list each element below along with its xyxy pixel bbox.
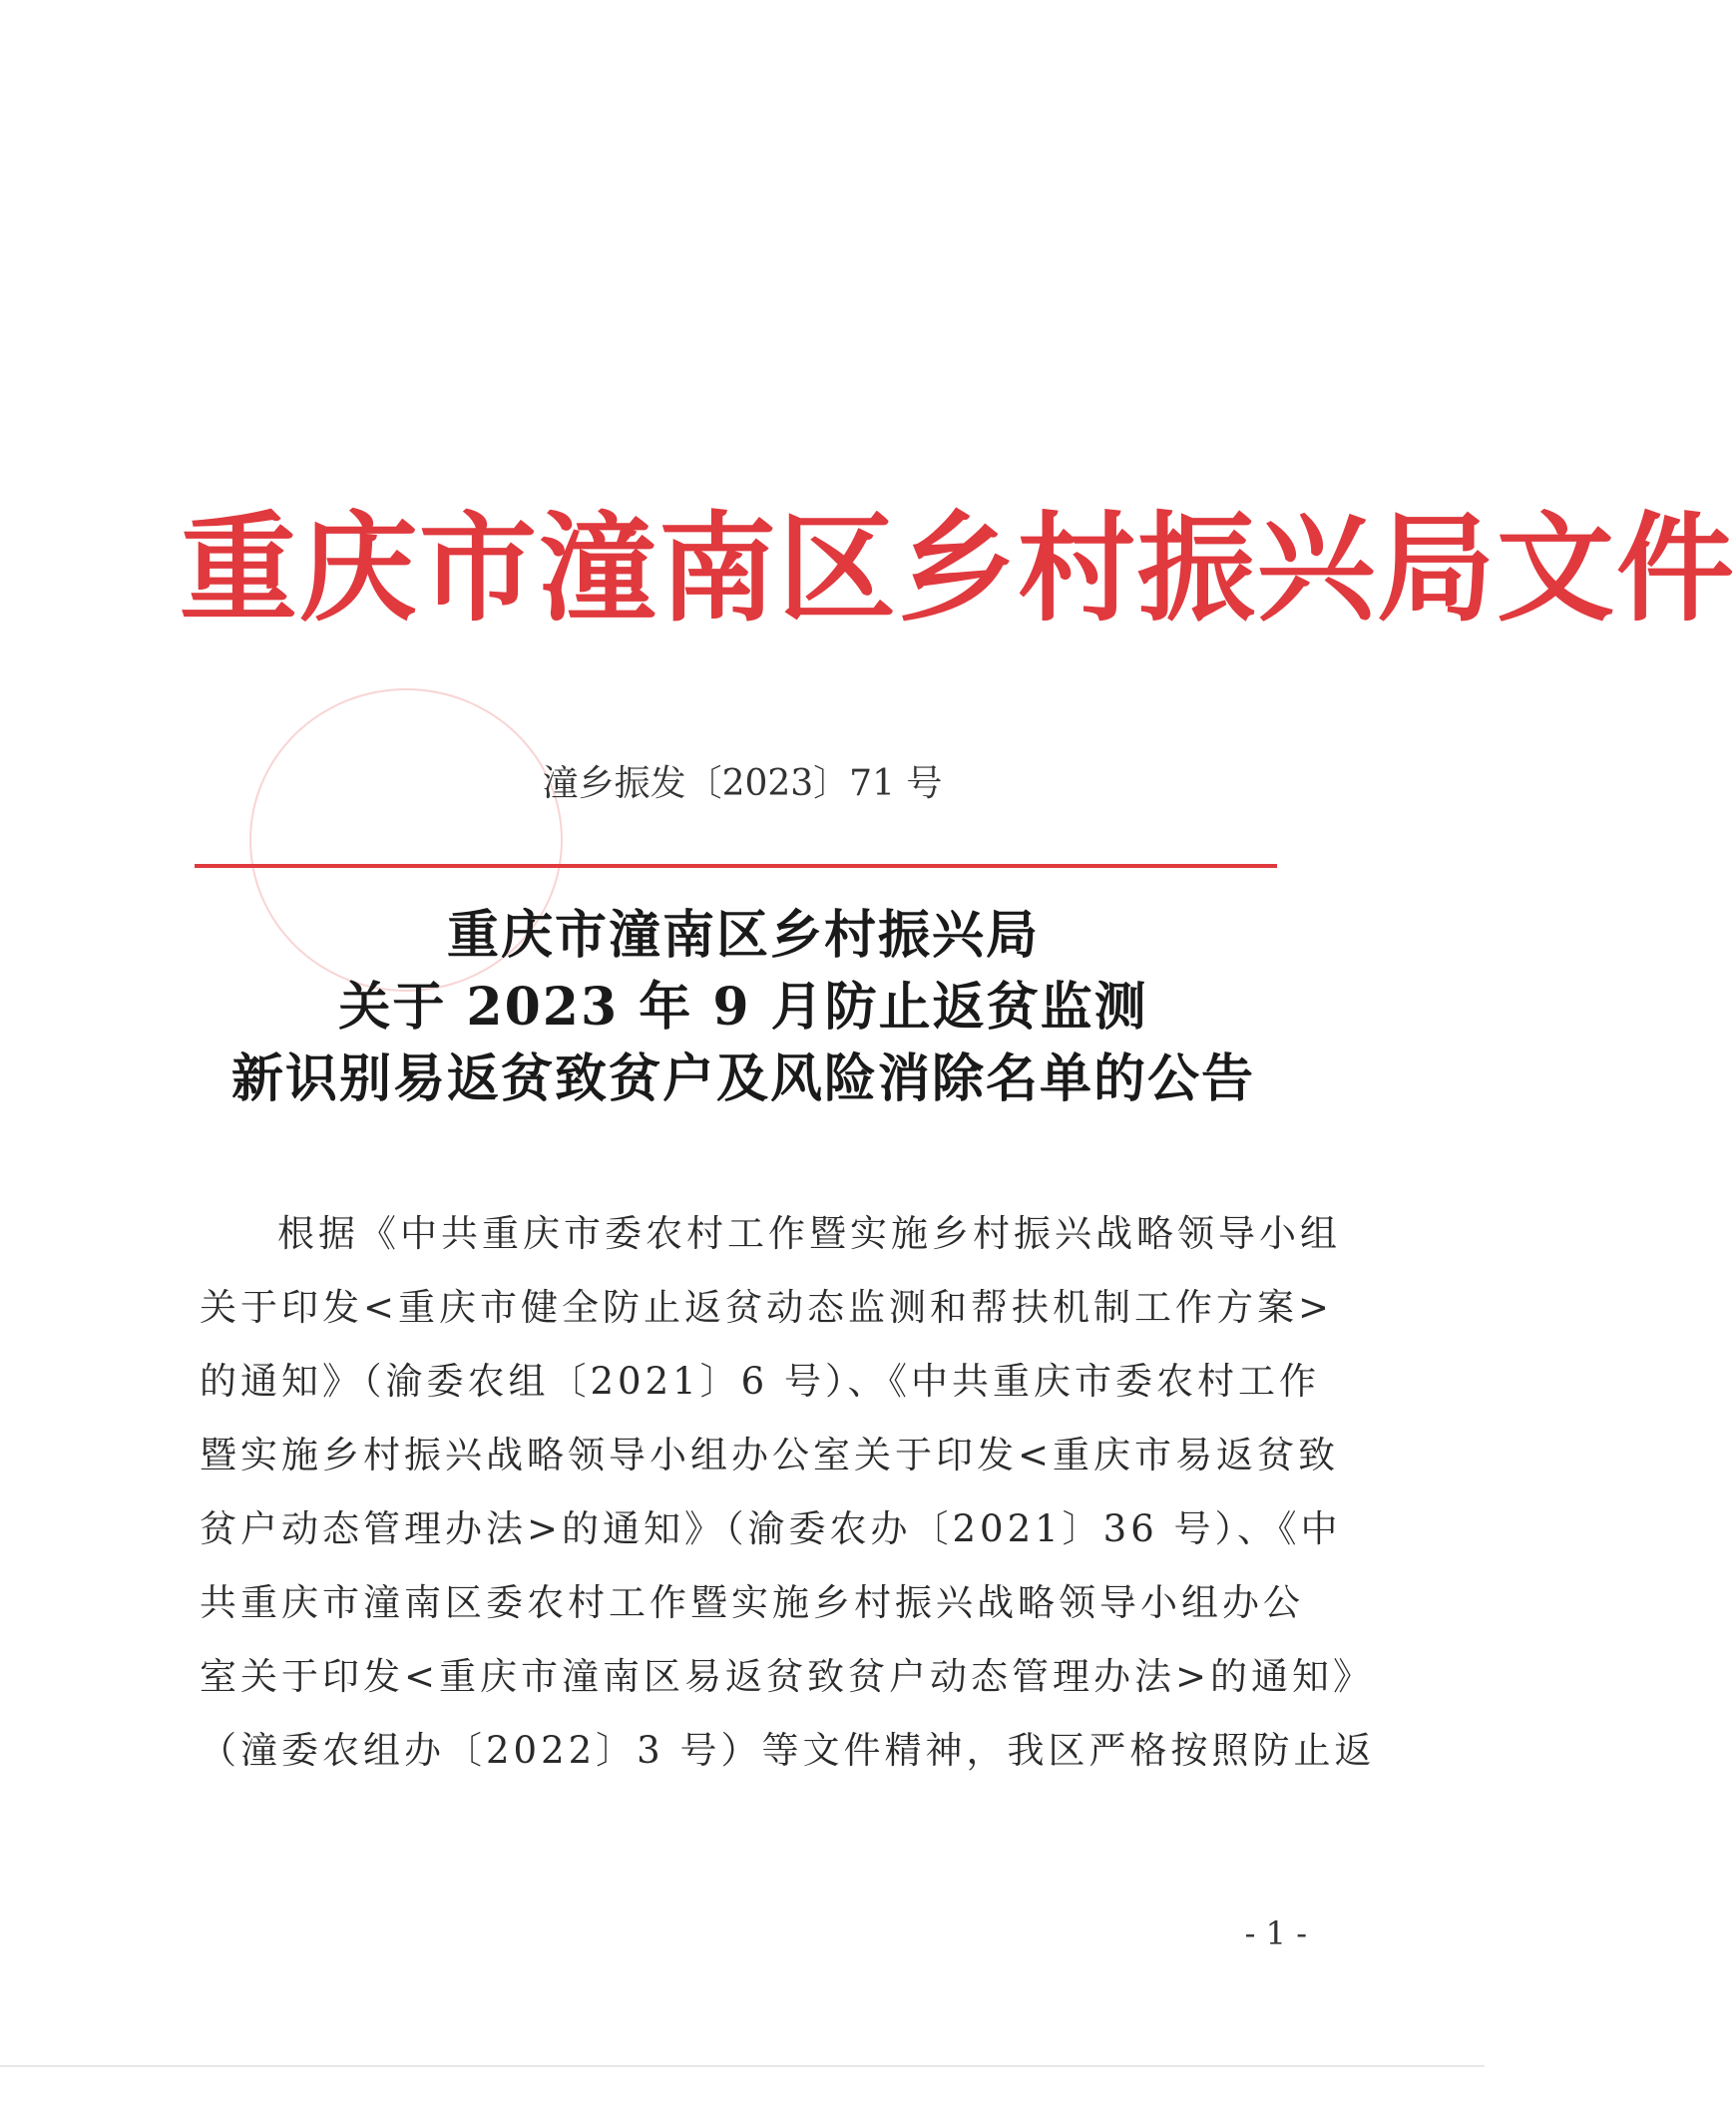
body-line: 贫户动态管理办法>的通知》（渝委农办〔2021〕36 号）、《中 xyxy=(200,1507,1342,1550)
body-line: 的通知》（渝委农组〔2021〕6 号）、《中共重庆市委农村工作 xyxy=(200,1360,1320,1403)
document-title xyxy=(180,900,1307,1115)
body-line: 共重庆市潼南区委农村工作暨实施乡村振兴战略领导小组办公 xyxy=(200,1581,1304,1624)
body-line: （潼委农组办〔2022〕3 号）等文件精神，我区严格按照防止返 xyxy=(200,1729,1376,1772)
body-line: 根据《中共重庆市委农村工作暨实施乡村振兴战略领导小组 xyxy=(277,1212,1341,1255)
title-line: 新识别易返贫致贫户及风险消除名单的公告 xyxy=(230,1049,1255,1109)
title-line: 关于 2023 年 9 月防止返贫监测 xyxy=(338,977,1148,1038)
body-line: 关于印发<重庆市健全防止返贫动态监测和帮扶机制工作方案> xyxy=(200,1286,1334,1329)
body-line: 暨实施乡村振兴战略领导小组办公室关于印发<重庆市易返贫致 xyxy=(200,1434,1340,1476)
body-paragraph xyxy=(200,1197,1376,1788)
body-line: 室关于印发<重庆市潼南区易返贫致贫户动态管理办法>的通知》 xyxy=(200,1655,1375,1698)
title-line: 重庆市潼南区乡村振兴局 xyxy=(446,905,1040,966)
page-number: - 1 - xyxy=(1244,1914,1307,1952)
document-header: 重庆市潼南区乡村振兴局文件 xyxy=(180,500,1736,637)
scan-edge-line xyxy=(0,2065,1485,2067)
red-divider-line xyxy=(195,864,1277,868)
document-number: 潼乡振发〔2023〕71 号 xyxy=(542,763,943,804)
